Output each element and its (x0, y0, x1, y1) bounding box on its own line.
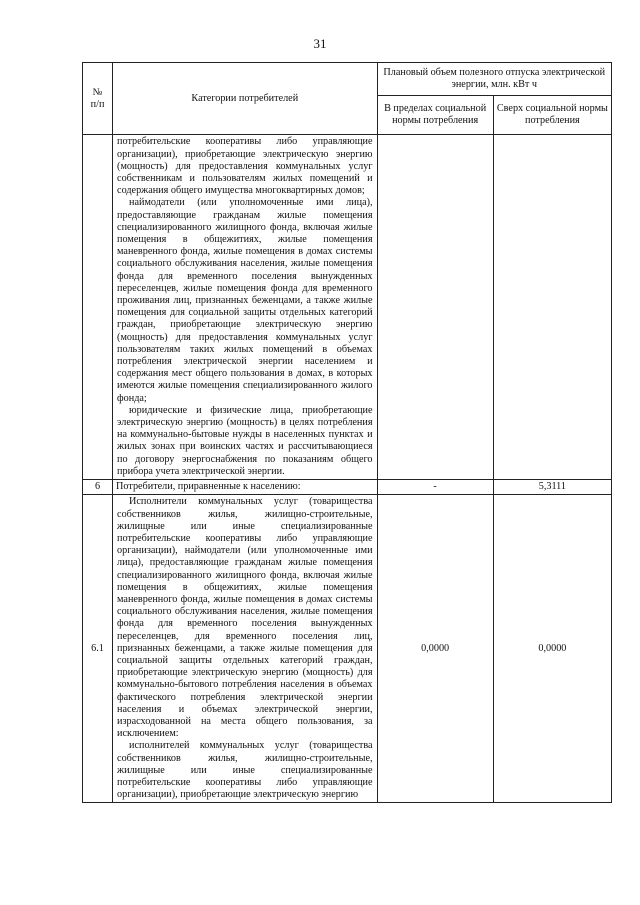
category-paragraph: наймодатели (или уполномоченные ими лица), предоставляющие гражданам жилые помещения специализированного жилищного фонда, включая жилые помещения в общежитиях, жилые помещения маневренного фонда, жилые помещения в домах системы социального обслуживания населения, жилые помещения фонда для временного поселения вынужденных переселенцев, жилые помещения фонда для временного проживания лиц, признанных беженцами, а также жилые помещения для социальной защиты отдельных категорий граждан, приобретающие электрическую энергию (мощность) для предоставления коммунальных услуг пользователям таких жилых помещений в объемах потребления электрической энергии населением и содержания мест общего пользования в домах, в которых имеются жилые помещения специализированного жилого фонда; (117, 197, 373, 404)
row-above-value (493, 135, 611, 480)
row-num (83, 135, 113, 480)
header-above-norms: Сверх социальной нормы потребления (493, 96, 611, 135)
category-paragraph: исполнителей коммунальных услуг (товарищества собственников жилья, жилищно-строительные, жилищные или иные специализированные потребительские кооперативы либо управляющие организации), приобретающие электрическую энергию (117, 740, 373, 801)
row-above-value: 0,0000 (493, 495, 611, 803)
page-number: 31 (313, 36, 327, 51)
row-categories: Потребители, приравненные к населению: (113, 480, 377, 495)
category-paragraph: Исполнители коммунальных услуг (товарищества собственников жилья, жилищно-строительные, жилищные или иные специализированные потребительские кооперативы либо управляющие организации), наймодатели (или уполномоченные ими лица), предоставляющие гражданам жилые помещения специализированного жилищного фонда, включая жилые помещения в общежитиях, жилые помещения маневренного фонда, жилые помещения в домах системы социального обслуживания населения, жилые помещения фонда для временного поселения вынужденных переселенцев, для временного поселения лиц, признанных беженцами, а также жилые помещения для социальной защиты отдельных категорий граждан, приобретающие электрическую энергию (мощность) для коммунально-бытового потребления населения в объемах фактического потребления электрической энергии населения и объемах электрической энергии, израсходованной на места общего пользования, за исключением: (117, 496, 373, 740)
table-row (83, 495, 612, 803)
row-within-value (377, 135, 493, 480)
header-planned-volume: Плановый объем полезного отпуска электрической энергии, млн. кВт ч (377, 63, 611, 96)
row-above-value: 5,3111 (493, 480, 611, 495)
row-categories (113, 135, 377, 480)
header-within-norms: В пределах социальной нормы потребления (377, 96, 493, 135)
row-within-value: - (377, 480, 493, 495)
category-paragraph: потребительские кооперативы либо управляющие организации), приобретающие электрическую энергию (мощность) для предоставления коммунальных услуг собственникам и пользователям жилых помещений и содержания общего имущества многоквартирных домов; (117, 136, 373, 197)
header-num-text: № п/п (90, 86, 105, 110)
header-num (83, 63, 113, 135)
header-categories: Категории потребителей (113, 63, 377, 135)
consumer-categories-table (82, 62, 612, 803)
table-row (83, 480, 612, 495)
category-paragraph: юридические и физические лица, приобретающие электрическую энергию (мощность) в целях потребления на коммунально-бытовые нужды в населенных пунктах и жилых зонах при воинских частях и рассчитывающиеся по договору энергоснабжения по показаниям общего прибора учета электрической энергии. (117, 404, 373, 477)
row-categories (113, 495, 377, 803)
row-num: 6.1 (83, 495, 113, 803)
row-within-value: 0,0000 (377, 495, 493, 803)
table-row (83, 135, 612, 480)
row-num: 6 (83, 480, 113, 495)
table-header-row (83, 63, 612, 96)
